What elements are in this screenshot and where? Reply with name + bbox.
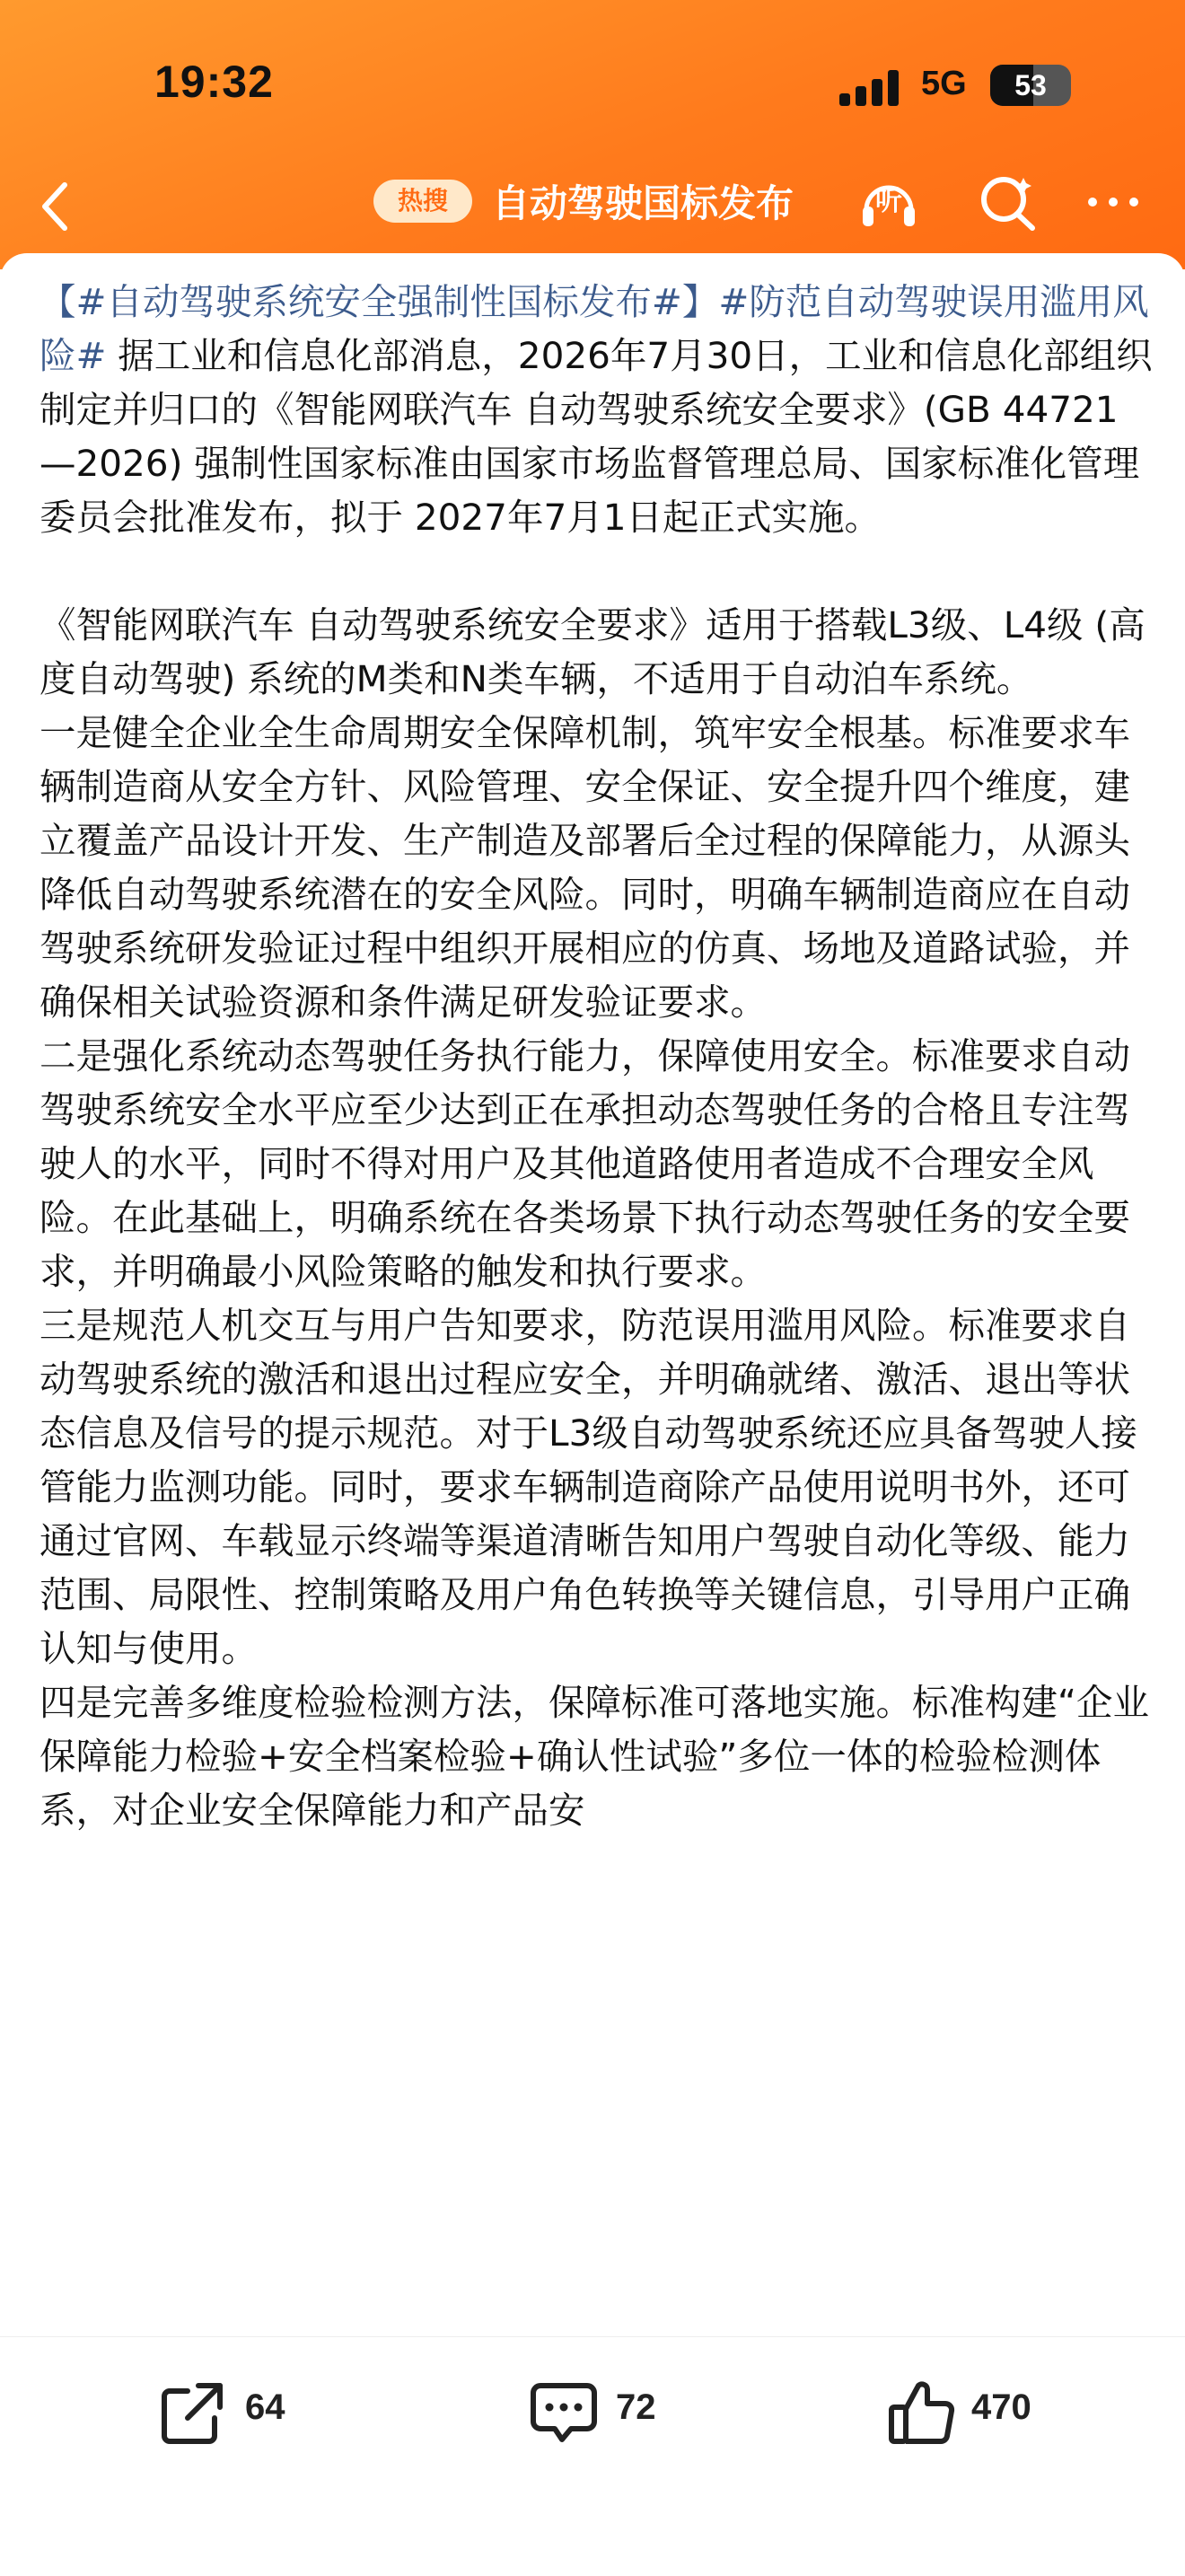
comment-count: 72 <box>616 2387 656 2427</box>
article-intro <box>40 275 1153 544</box>
intro-text: 据工业和信息化部消息，2026年7月30日，工业和信息化部组织制定并归口的《智能网联汽车 自动驾驶系统安全要求》(GB 44721—2026) 强制性国家标准由国家市场监督管理总局、国家标准化管理委员会批准发布，拟于 2027年7月1日起正式实施。 <box>40 334 1153 539</box>
signal-icon <box>839 70 900 106</box>
status-time: 19:32 <box>154 57 274 107</box>
back-icon[interactable] <box>34 180 79 224</box>
article-body <box>40 275 1153 1837</box>
battery-icon <box>990 65 1071 106</box>
share-icon <box>157 2377 229 2449</box>
more-icon[interactable] <box>1082 171 1145 233</box>
network-type: 5G <box>921 65 967 102</box>
share-button[interactable] <box>157 2377 355 2449</box>
action-bar <box>0 2336 1185 2576</box>
nav-bar <box>0 162 1185 242</box>
hashtag-link[interactable]: 【#自动驾驶系统安全强制性国标发布#】 <box>40 280 719 323</box>
hot-search-logo: 热搜 <box>373 180 472 223</box>
thumbs-up-icon <box>886 2377 958 2449</box>
like-button[interactable] <box>886 2377 1102 2449</box>
article-paragraph: 二是强化系统动态驾驶任务执行能力，保障使用安全。标准要求自动驾驶系统安全水平应至少达到正在承担动态驾驶任务的合格且专注驾驶人的水平，同时不得对用户及其他道路使用者造成不合理安全风险。在此基础上，明确系统在各类场景下执行动态驾驶任务的安全要求，并明确最小风险策略的触发和执行要求。 <box>40 1034 1130 1293</box>
share-count: 64 <box>245 2387 285 2427</box>
article-paragraph: 《智能网联汽车 自动驾驶系统安全要求》适用于搭载L3级、L4级 (高度自动驾驶) 系统的M类和N类车辆，不适用于自动泊车系统。 <box>40 603 1146 700</box>
article-paragraph: 三是规范人机交互与用户告知要求，防范误用滥用风险。标准要求自动驾驶系统的激活和退出过程应安全，并明确就绪、激活、退出等状态信息及信号的提示规范。对于L3级自动驾驶系统还应具备驾驶人接管能力监测功能。同时，要求车辆制造商除产品使用说明书外，还可通过官网、车载显示终端等渠道清晰告知用户驾驶自动化等级、能力范围、局限性、控制策略及用户角色转换等关键信息，引导用户正确认知与使用。 <box>40 1304 1137 1670</box>
comment-icon <box>528 2377 600 2449</box>
search-icon[interactable] <box>977 171 1040 233</box>
page-title: 自动驾驶国标发布 <box>492 181 794 225</box>
article-paragraph: 四是完善多维度检验检测方法，保障标准可落地实施。标准构建“企业保障能力检验+安全档案检验+确认性试验”多位一体的检验检测体系，对企业安全保障能力和产品安 <box>40 1681 1149 1832</box>
listen-label: 听 <box>875 186 902 217</box>
paragraph-gap <box>40 544 1153 598</box>
article-paragraph: 一是健全企业全生命周期安全保障机制，筑牢安全根基。标准要求车辆制造商从安全方针、风险管理、安全保证、安全提升四个维度，建立覆盖产品设计开发、生产制造及部署后全过程的保障能力，从源头降低自动驾驶系统潜在的安全风险。同时，明确车辆制造商应在自动驾驶系统研发验证过程中组织开展相应的仿真、场地及道路试验，并确保相关试验资源和条件满足研发验证要求。 <box>40 711 1130 1024</box>
listen-icon[interactable] <box>857 171 920 233</box>
battery-level: 53 <box>1014 69 1047 101</box>
comment-button[interactable] <box>528 2377 725 2449</box>
status-bar <box>0 0 1185 171</box>
content-fade <box>0 2299 1185 2336</box>
like-count: 470 <box>971 2387 1031 2427</box>
content-sheet <box>0 253 1185 2336</box>
hashtag-link[interactable]: #防范自动驾驶误用滥用风险# <box>40 280 1149 377</box>
header <box>0 0 1185 269</box>
